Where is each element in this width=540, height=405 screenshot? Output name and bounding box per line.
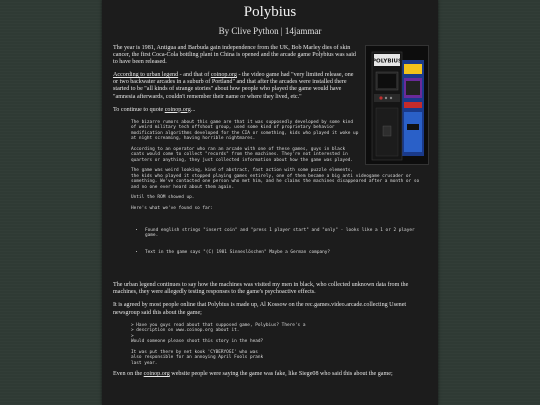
men-in-black-paragraph: The urban legend continues to say how the machines was visited my men in black, who collected unknown data from the machines, they were allegedly testing responses to the game's psychoactive effects. bbox=[113, 282, 409, 296]
coinop-quote-3: The game was weird looking, kind of abstract, fast action with some puzzle elements, the kids who played it stopped playing games entirely, one of them became a big anti videogame crusader or something. We've contacted one person who met him, and he claims the machines disappeared after a month or so and no one ever heard about them again. bbox=[131, 168, 422, 190]
coinop-link-3[interactable]: coinop.org bbox=[143, 371, 170, 378]
legend-rest-text: - the video game had "very limited release, one or two backwater arcades in a suburb of Portland" and that after the arcades were installed there started to be "all kinds of strange stories" about how people who played the game would have "amnesia afterwards, couldn't remember their name or where they lived, etc." bbox=[113, 72, 354, 100]
finding-item: • Text in the game says "(C) 1981 Sinneslöschen" Maybe a German company? bbox=[145, 250, 429, 256]
legend-mid-text: - and that of bbox=[178, 72, 211, 79]
polybius-cabinet-image bbox=[365, 45, 429, 165]
findings-list bbox=[131, 217, 429, 267]
coinop-quote-1: The bizarre rumors about this game are that it was supposedly developed by some kind of weird military tech offshoot group, used some kind of proprietary behavior modification algorithms developed for the CIA or something, kids who played it woke up at night screaming, having horrible nightmares. bbox=[131, 119, 361, 142]
intro-paragraph: The year is 1981, Antigua and Barbuda gain independence from the UK, Bob Marley dies of skin cancer, the first Coca-Cola bottling plant in China is opened and the arcade game Polybius was said to have been released. bbox=[113, 45, 356, 66]
article-title: Polybius bbox=[243, 4, 297, 20]
kossow-paragraph: It is agreed by most people online that Polybius is made up, Al Kossow on the rec.games.video.arcade.collecting Usenet newsgroup said this about the game; bbox=[113, 302, 407, 316]
siege-paragraph bbox=[113, 371, 429, 378]
coinop-link-2[interactable]: coinop.org bbox=[164, 106, 191, 113]
siege-pre-text: Even on the bbox=[113, 371, 144, 378]
finding-item: • Found english strings "insert coin" and "press 1 player start" and "only" - looks like a 1 or 2 player game. bbox=[145, 228, 429, 239]
continue-ellipsis: ... bbox=[190, 106, 196, 113]
urban-legend-link[interactable]: According to urban legend bbox=[113, 72, 179, 79]
coinop-quote-5 bbox=[131, 206, 429, 278]
coinop-quote-2: According to an operator who ran an arcade with one of these games, guys in black coats would come to collect "records" from the machines. They're not interested in quarters or anything, they just collected information about how the game was played. bbox=[131, 146, 354, 163]
article-body bbox=[113, 45, 429, 384]
found-so-far-text: Here's what we've found so far: bbox=[131, 205, 213, 211]
usenet-quote-1: > Have you guys read about that supposed game, Polybius? There's a > description on www.coinop.org about it. > Would someone please shoot this story in the head? bbox=[131, 322, 306, 345]
article-page bbox=[102, 0, 438, 405]
coinop-link[interactable]: coinop.org bbox=[210, 72, 237, 79]
siege-post-text: website people were saying the game was fake, like Siege08 who said this about the game; bbox=[169, 371, 393, 378]
svg-text:POLYBIUS: POLYBIUS bbox=[371, 58, 403, 65]
usenet-quote-2: It was put there by net kook 'CYBERYOGI' who was also responsible for an annoying April Fools prank last year. bbox=[131, 349, 264, 366]
coinop-quote-4: Until the ROM showed up. bbox=[131, 195, 195, 201]
arcade-cabinet-illustration bbox=[366, 46, 428, 164]
continue-text: To continue to quote bbox=[113, 106, 165, 113]
article-byline: By Clive Python | 14jammar bbox=[218, 26, 322, 36]
